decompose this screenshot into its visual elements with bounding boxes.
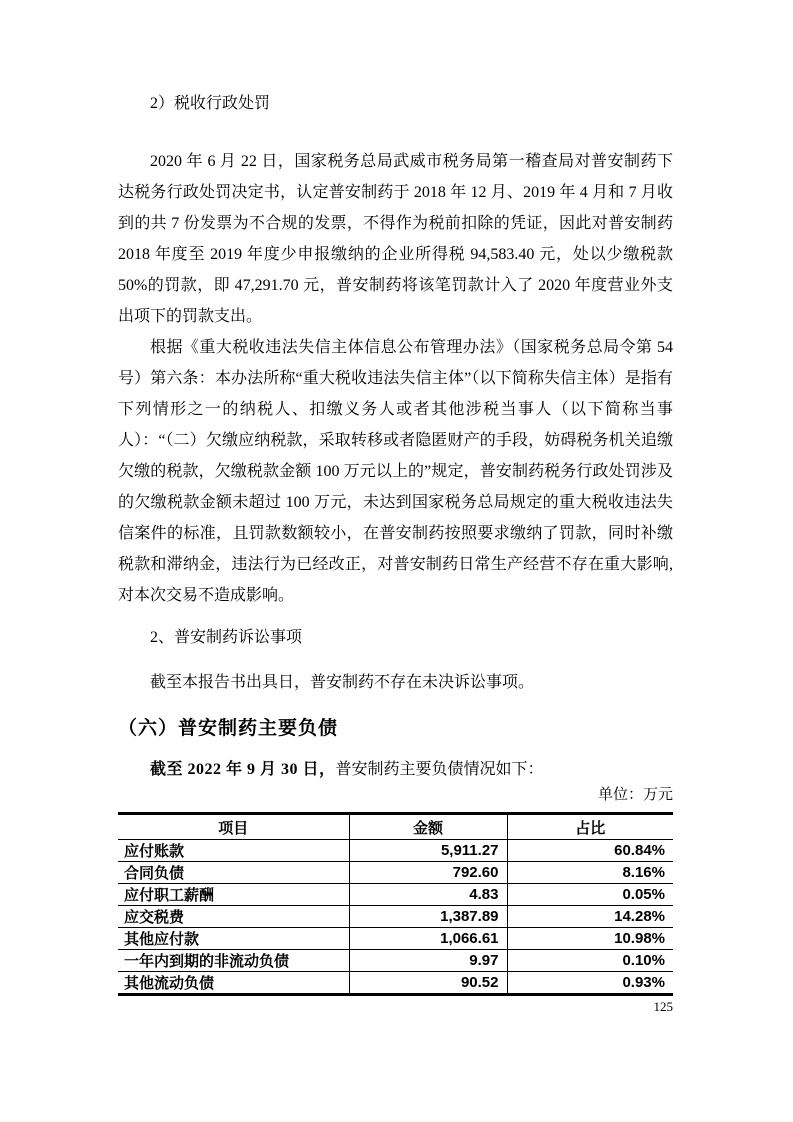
ratio-cell: 14.28% <box>507 906 673 928</box>
item-cell: 应付职工薪酬 <box>118 884 349 906</box>
amount-cell: 5,911.27 <box>349 840 507 862</box>
item-cell: 一年内到期的非流动负债 <box>118 950 349 972</box>
tax-penalty-paragraph-2: 根据《重大税收违法失信主体信息公布管理办法》（国家税务总局令第 54 号）第六条：本办法所称“重大税收违法失信主体”（以下简称失信主体）是指有下列情形之一的纳税人、扣缴义务人或者其他涉税当事人（以下简称当事人）：“（二）欠缴应纳税款，采取转移或者隐匿财产的手段，妨碍税务机关追缴欠缴的税款，欠缴税款金额 100 万元以上的”规定，普安制药税务行政处罚涉及的欠缴税款金额未超过 100 万元，未达到国家税务总局规定的重大税收违法失信案件的标准，且罚款数额较小，在普安制药按照要求缴纳了罚款，同时补缴税款和滞纳金，违法行为已经改正，对普安制药日常生产经营不存在重大影响,对本次交易不造成影响。 <box>118 339 673 604</box>
table-row <box>118 906 673 928</box>
litigation-heading: 2、普安制药诉讼事项 <box>150 629 303 646</box>
intro-bold-date: 截至 2022 年 9 月 30 日， <box>150 761 336 778</box>
ratio-cell: 0.10% <box>507 950 673 972</box>
table-unit-label: 单位：万元 <box>597 787 673 803</box>
amount-cell: 4.83 <box>349 884 507 906</box>
tax-penalty-paragraph-1: 2020 年 6 月 22 日，国家税务总局武威市税务局第一稽查局对普安制药下达税务行政处罚决定书，认定普安制药于 2018 年 12 月、2019 年 4 月和 7 月收到的共 7 份发票为不合规的发票，不得作为税前扣除的凭证，因此对普安制药 2018 年度至 2019 年度少申报缴纳的企业所得税 94,583.40 元，处以少缴税款 50%的罚款，即 47,291.70 元，普安制药将该笔罚款计入了 2020 年度营业外支出项下的罚款支出。 <box>118 153 673 325</box>
page-number: 125 <box>653 999 673 1014</box>
ratio-cell: 8.16% <box>507 862 673 884</box>
table-row <box>118 884 673 906</box>
table-row <box>118 840 673 862</box>
table-header-amount: 金额 <box>349 814 507 840</box>
ratio-cell: 10.98% <box>507 928 673 950</box>
litigation-paragraph: 截至本报告书出具日，普安制药不存在未决诉讼事项。 <box>150 674 535 691</box>
ratio-cell: 0.05% <box>507 884 673 906</box>
item-cell: 应交税费 <box>118 906 349 928</box>
item-cell: 其他应付款 <box>118 928 349 950</box>
item-cell: 其他流动负债 <box>118 972 349 995</box>
amount-cell: 9.97 <box>349 950 507 972</box>
amount-cell: 1,066.61 <box>349 928 507 950</box>
liabilities-section-heading: （六）普安制药主要负债 <box>118 718 339 739</box>
table-row <box>118 950 673 972</box>
tax-penalty-heading: 2）税收行政处罚 <box>150 95 271 112</box>
table-header-row <box>118 814 673 840</box>
intro-rest-text: 普安制药主要负债情况如下： <box>335 761 544 778</box>
table-row <box>118 862 673 884</box>
liabilities-table <box>118 812 673 996</box>
item-cell: 合同负债 <box>118 862 349 884</box>
table-header-item: 项目 <box>118 814 349 840</box>
liabilities-intro <box>118 754 673 785</box>
amount-cell: 90.52 <box>349 972 507 995</box>
amount-cell: 1,387.89 <box>349 906 507 928</box>
item-cell: 应付账款 <box>118 840 349 862</box>
amount-cell: 792.60 <box>349 862 507 884</box>
table-row <box>118 972 673 995</box>
table-row <box>118 928 673 950</box>
ratio-cell: 0.93% <box>507 972 673 995</box>
ratio-cell: 60.84% <box>507 840 673 862</box>
table-header-ratio: 占比 <box>507 814 673 840</box>
